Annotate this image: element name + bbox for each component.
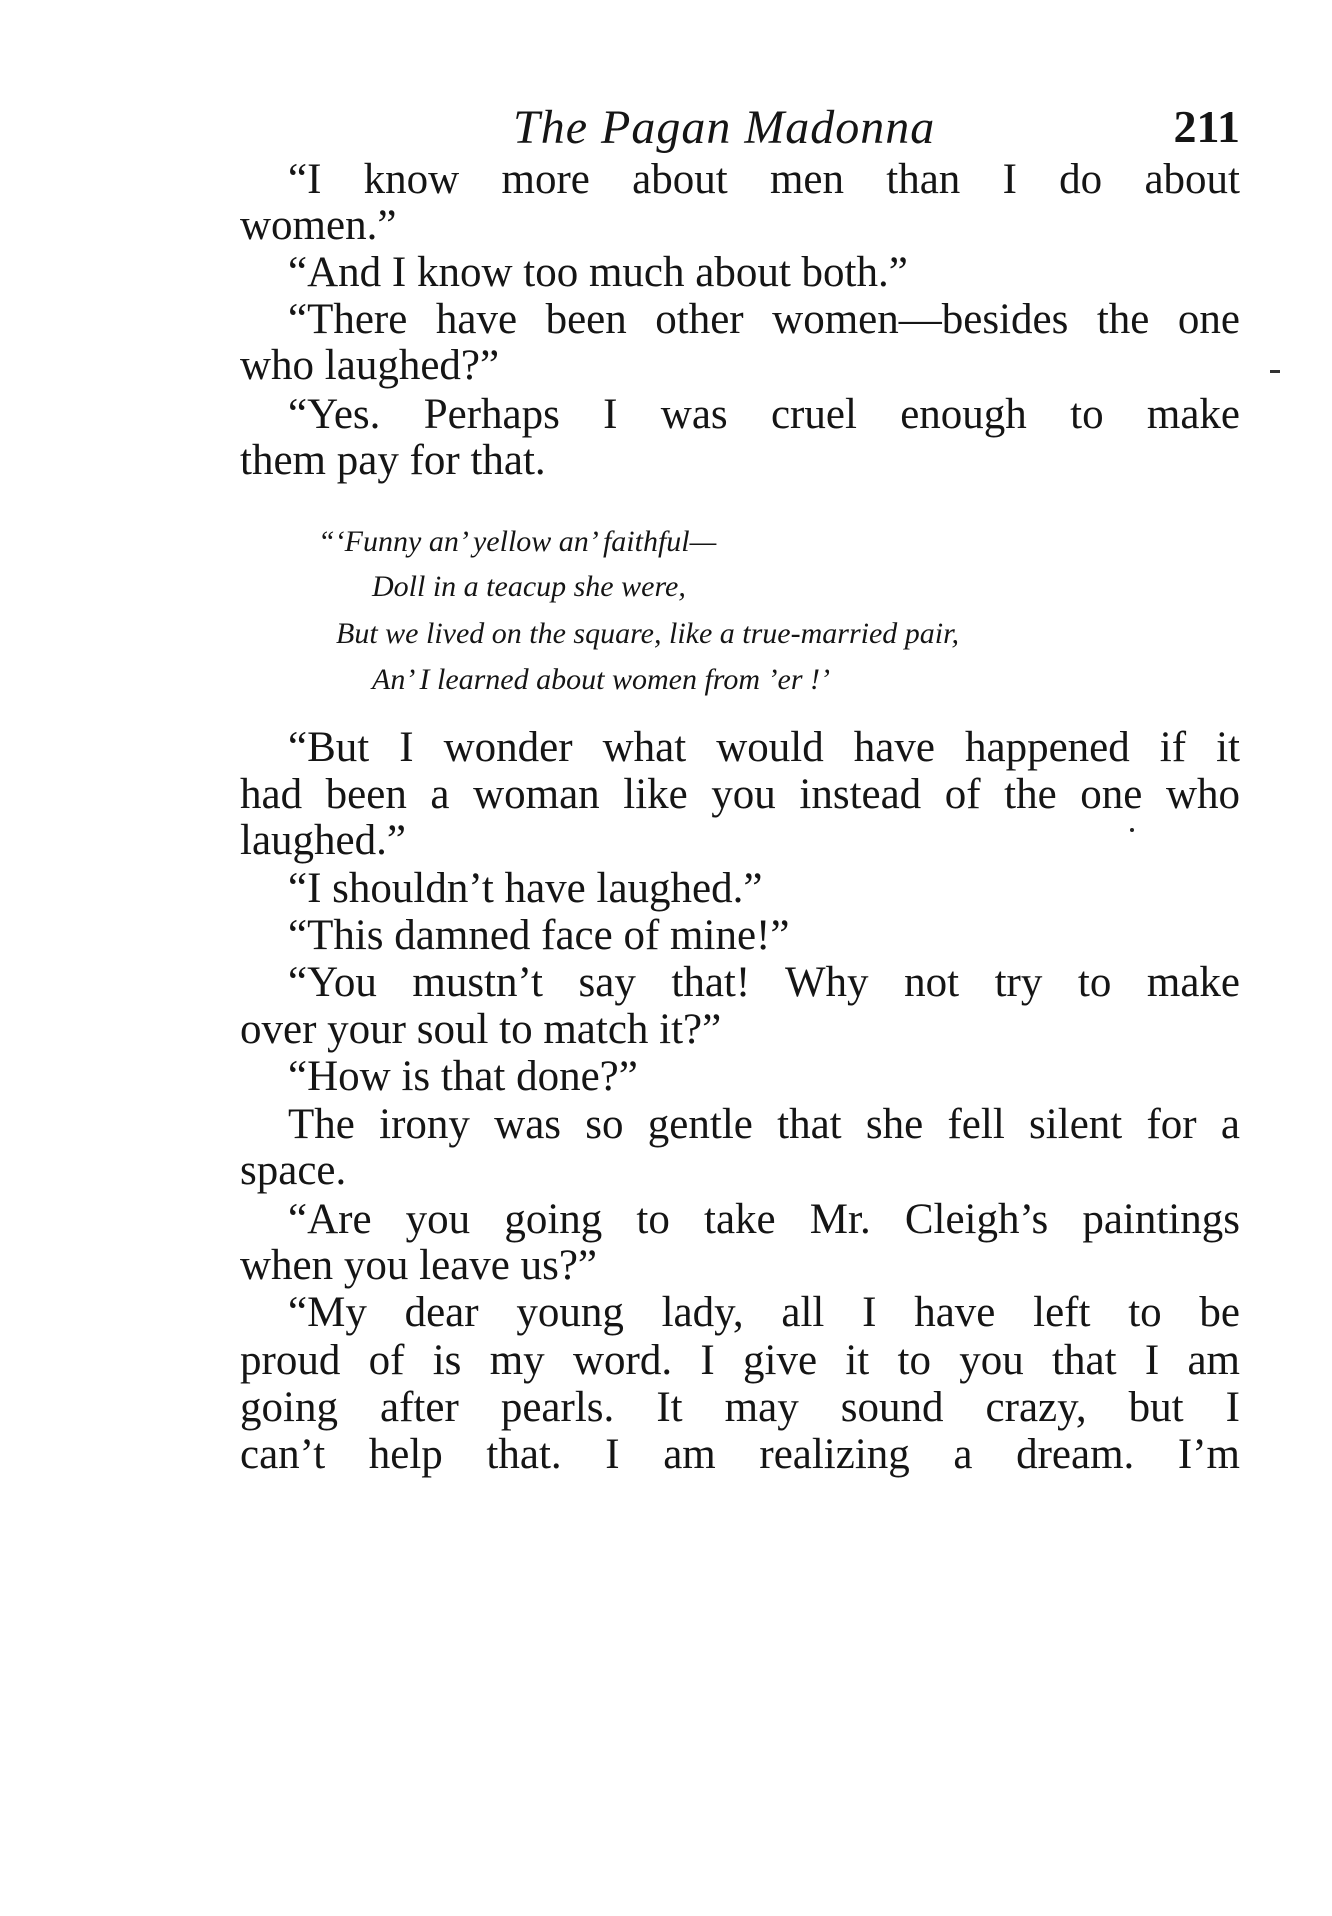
text-line: “Are you going to take Mr. Cleigh’s paintings (288, 1196, 1240, 1243)
text-line: had been a woman like you instead of the one who (240, 771, 1240, 818)
verse-line: An’ I learned about women from ’er !’ (372, 663, 830, 696)
page-header (240, 100, 1240, 160)
text-line: them pay for that. (240, 437, 546, 484)
text-line: going after pearls. It may sound crazy, but I (240, 1384, 1240, 1431)
text-line: “This damned face of mine!” (288, 912, 790, 959)
verse-line: Doll in a teacup she were, (372, 570, 686, 603)
text-line: “You mustn’t say that! Why not try to make (288, 959, 1240, 1006)
running-title: The Pagan Madonna (513, 101, 936, 154)
verse-line: But we lived on the square, like a true-married pair, (336, 617, 959, 650)
text-line: over your soul to match it?” (240, 1006, 722, 1053)
text-line: when you leave us?” (240, 1242, 597, 1289)
text-line: “I know more about men than I do about (288, 156, 1240, 203)
text-line: “Yes. Perhaps I was cruel enough to make (288, 391, 1240, 438)
text-line: proud of is my word. I give it to you that I am (240, 1337, 1240, 1384)
text-line: laughed.” (240, 817, 406, 864)
margin-mark (1270, 370, 1280, 373)
text-line: The irony was so gentle that she fell silent for a (288, 1101, 1240, 1148)
text-line: space. (240, 1147, 347, 1194)
verse-line: “‘Funny an’ yellow an’ faithful— (318, 525, 717, 558)
text-line: “I shouldn’t have laughed.” (288, 865, 763, 912)
text-line: “My dear young lady, all I have left to be (288, 1289, 1240, 1336)
text-line: “How is that done?” (288, 1053, 638, 1100)
print-speck (1130, 828, 1134, 832)
text-line: “But I wonder what would have happened if it (288, 724, 1240, 771)
text-line: who laughed?” (240, 342, 500, 389)
text-line: can’t help that. I am realizing a dream. I’m (240, 1431, 1240, 1478)
text-line: “And I know too much about both.” (288, 249, 908, 296)
text-line: “There have been other women—besides the one (288, 296, 1240, 343)
page-number: 211 (1173, 101, 1240, 152)
text-line: women.” (240, 202, 397, 249)
